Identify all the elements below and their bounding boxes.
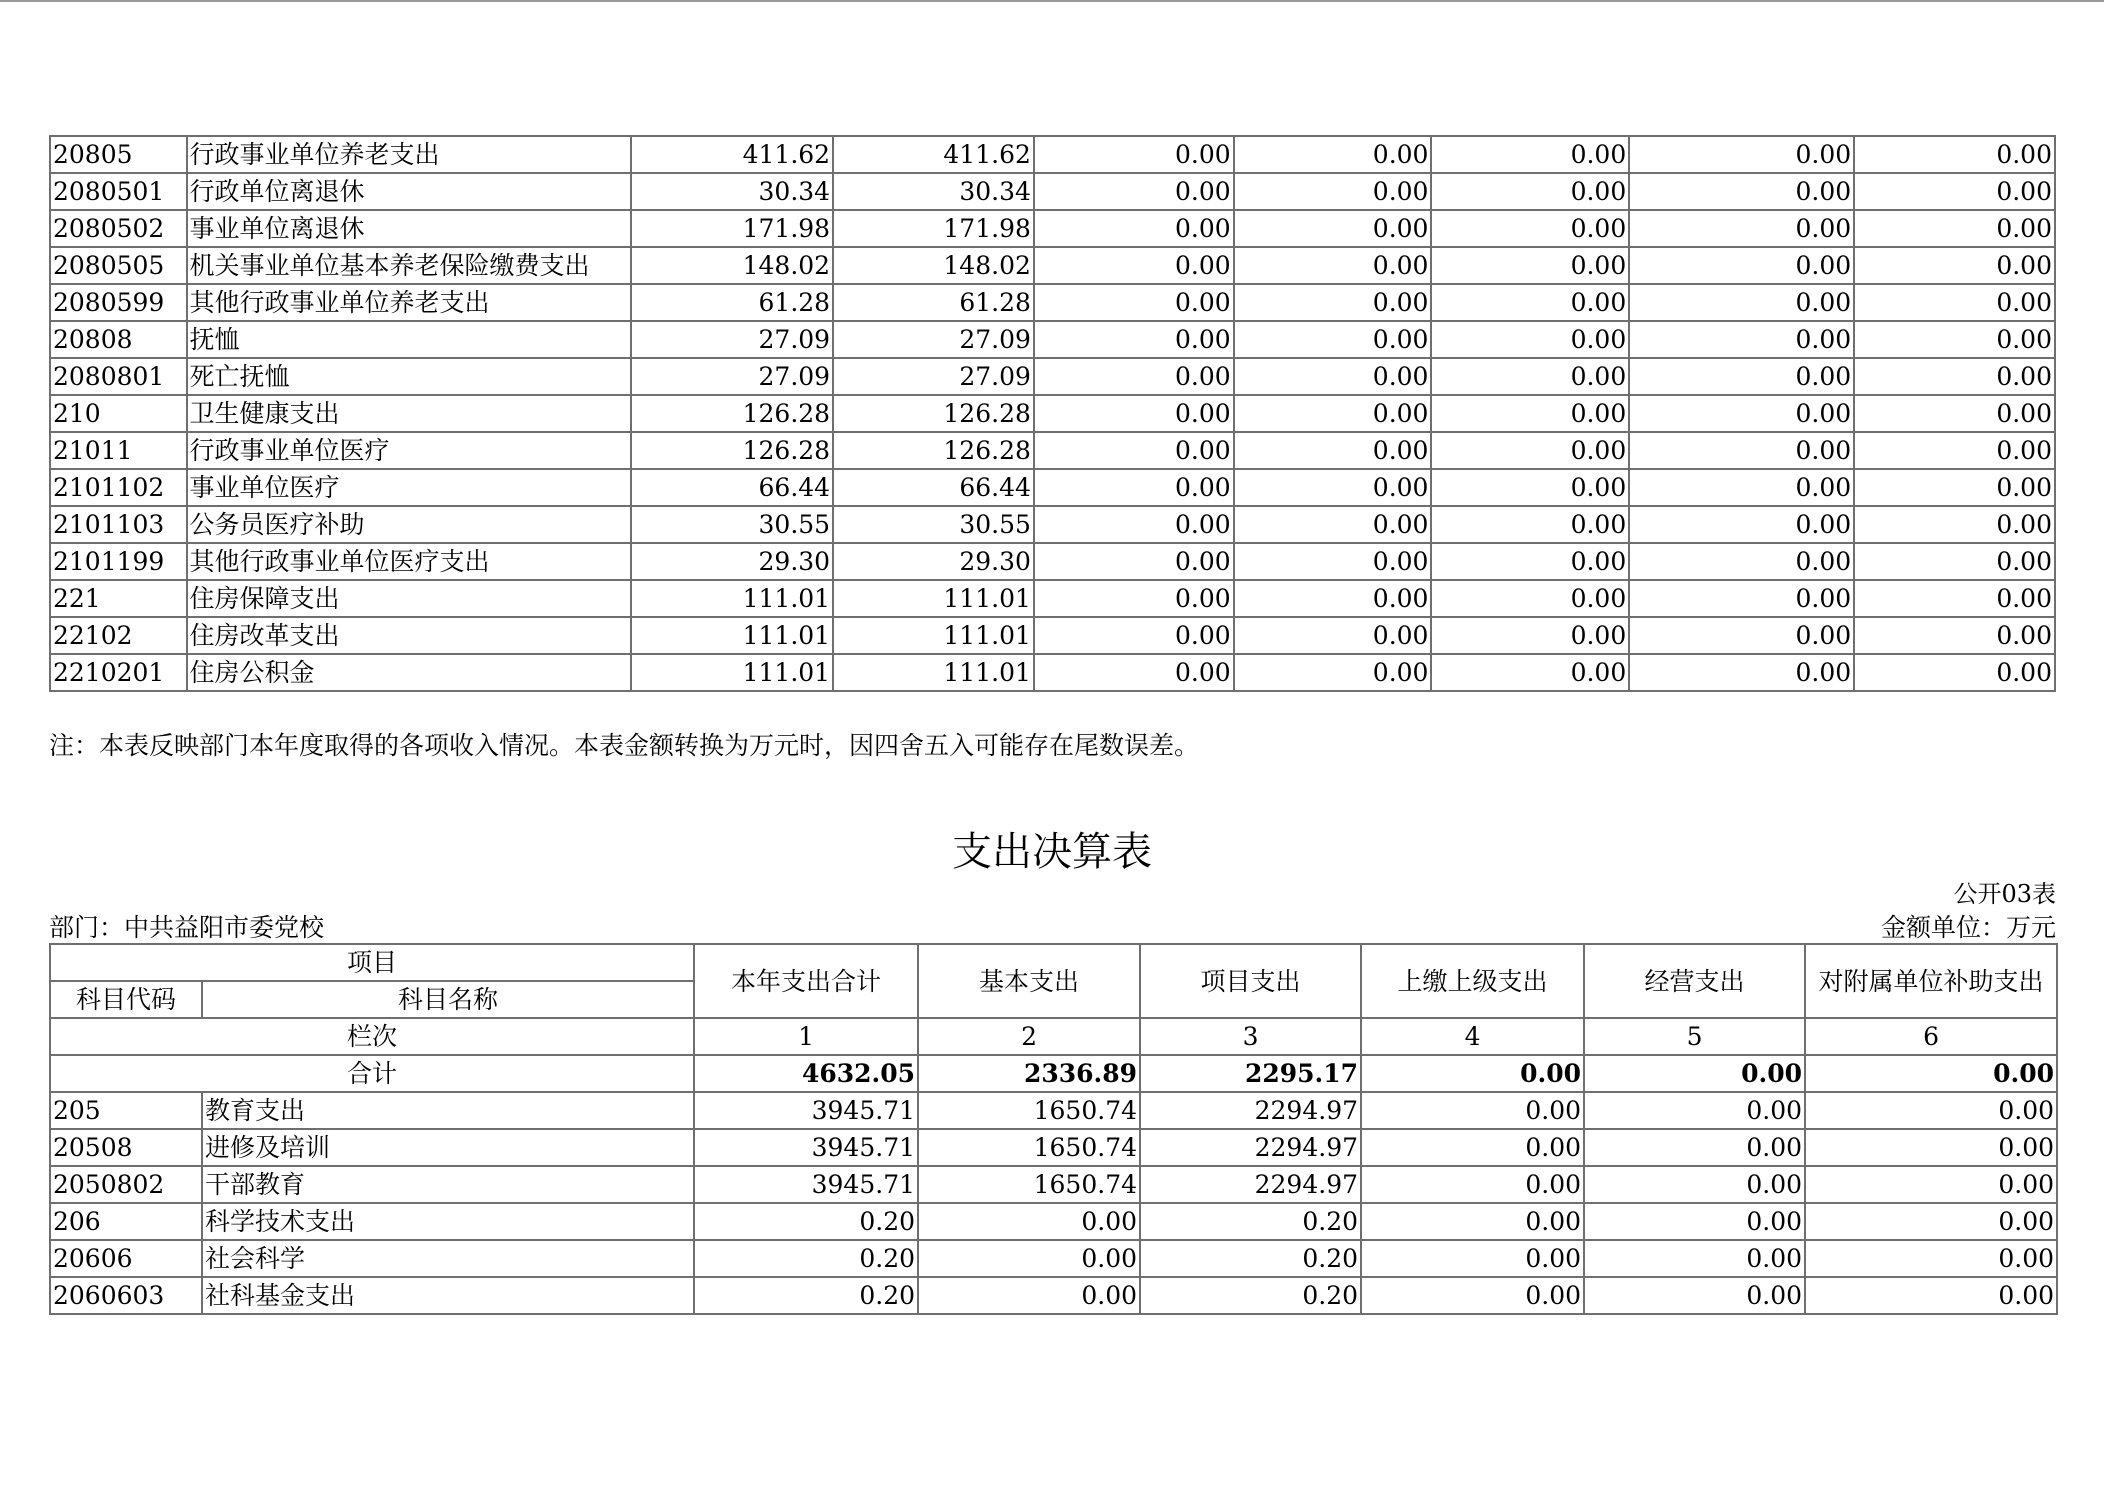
table-row xyxy=(50,543,2055,580)
amount-cell: 66.44 xyxy=(833,469,1034,506)
account-name-cell: 事业单位离退休 xyxy=(187,210,632,247)
amount-cell: 0.00 xyxy=(1034,247,1234,284)
amount-cell: 0.00 xyxy=(1431,543,1629,580)
amount-cell: 0.20 xyxy=(1140,1240,1361,1277)
account-code-cell: 21011 xyxy=(50,432,187,469)
amount-cell: 0.20 xyxy=(694,1277,918,1314)
amount-cell: 0.00 xyxy=(1361,1092,1584,1129)
amount-cell: 0.00 xyxy=(1584,1129,1805,1166)
amount-cell: 0.00 xyxy=(1629,358,1854,395)
account-code-cell: 22102 xyxy=(50,617,187,654)
header-col-5: 经营支出 xyxy=(1584,944,1805,1018)
amount-cell: 126.28 xyxy=(833,432,1034,469)
amount-cell: 0.00 xyxy=(1234,358,1432,395)
top-border xyxy=(0,0,2104,2)
amount-cell: 0.00 xyxy=(1629,395,1854,432)
table-row xyxy=(50,284,2055,321)
amount-cell: 0.00 xyxy=(1361,1166,1584,1203)
account-code-cell: 2101102 xyxy=(50,469,187,506)
amount-cell: 29.30 xyxy=(631,543,833,580)
amount-cell: 0.00 xyxy=(1854,210,2055,247)
amount-cell: 0.00 xyxy=(1854,469,2055,506)
account-code-cell: 2101103 xyxy=(50,506,187,543)
amount-cell: 0.00 xyxy=(1034,617,1234,654)
amount-cell: 0.00 xyxy=(1034,321,1234,358)
amount-cell: 0.00 xyxy=(1034,543,1234,580)
column-number: 4 xyxy=(1361,1018,1584,1055)
amount-cell: 0.00 xyxy=(1854,543,2055,580)
amount-cell: 0.00 xyxy=(1584,1203,1805,1240)
amount-cell: 0.00 xyxy=(1854,321,2055,358)
amount-cell: 126.28 xyxy=(631,395,833,432)
amount-cell: 0.00 xyxy=(1629,580,1854,617)
header-code: 科目代码 xyxy=(50,981,202,1018)
amount-cell: 0.00 xyxy=(1034,469,1234,506)
account-name-cell: 住房保障支出 xyxy=(187,580,632,617)
header-name: 科目名称 xyxy=(202,981,694,1018)
amount-cell: 0.00 xyxy=(1234,580,1432,617)
column-number-row xyxy=(50,1018,2057,1055)
amount-cell: 27.09 xyxy=(631,321,833,358)
amount-cell: 411.62 xyxy=(631,136,833,173)
amount-cell: 66.44 xyxy=(631,469,833,506)
table-row xyxy=(50,1166,2057,1203)
amount-cell: 0.00 xyxy=(1854,432,2055,469)
amount-cell: 0.00 xyxy=(1584,1277,1805,1314)
amount-cell: 0.00 xyxy=(1629,432,1854,469)
amount-cell: 126.28 xyxy=(631,432,833,469)
account-name-cell: 事业单位医疗 xyxy=(187,469,632,506)
account-code-cell: 2080501 xyxy=(50,173,187,210)
amount-cell: 0.20 xyxy=(694,1240,918,1277)
amount-cell: 0.00 xyxy=(1034,654,1234,691)
amount-cell: 1650.74 xyxy=(918,1129,1140,1166)
amount-cell: 0.00 xyxy=(1361,1277,1584,1314)
column-number: 6 xyxy=(1805,1018,2057,1055)
amount-cell: 126.28 xyxy=(833,395,1034,432)
amount-cell: 0.00 xyxy=(918,1277,1140,1314)
account-name-cell: 干部教育 xyxy=(202,1166,694,1203)
amount-cell: 0.00 xyxy=(1431,395,1629,432)
account-name-cell: 卫生健康支出 xyxy=(187,395,632,432)
account-name-cell: 公务员医疗补助 xyxy=(187,506,632,543)
amount-cell: 30.34 xyxy=(631,173,833,210)
amount-cell: 0.00 xyxy=(1234,506,1432,543)
amount-cell: 29.30 xyxy=(833,543,1034,580)
amount-cell: 148.02 xyxy=(631,247,833,284)
account-code-cell: 20606 xyxy=(50,1240,202,1277)
table-row xyxy=(50,136,2055,173)
account-code-cell: 2080801 xyxy=(50,358,187,395)
account-code-cell: 210 xyxy=(50,395,187,432)
table-row xyxy=(50,580,2055,617)
amount-cell: 27.09 xyxy=(833,358,1034,395)
account-name-cell: 行政单位离退休 xyxy=(187,173,632,210)
amount-cell: 0.00 xyxy=(918,1203,1140,1240)
amount-cell: 0.00 xyxy=(1629,136,1854,173)
amount-cell: 0.00 xyxy=(1629,247,1854,284)
amount-cell: 0.00 xyxy=(1854,617,2055,654)
amount-cell: 0.20 xyxy=(1140,1277,1361,1314)
account-code-cell: 2101199 xyxy=(50,543,187,580)
amount-cell: 0.00 xyxy=(1431,210,1629,247)
table-row xyxy=(50,506,2055,543)
amount-cell: 111.01 xyxy=(833,654,1034,691)
amount-cell: 2294.97 xyxy=(1140,1129,1361,1166)
amount-cell: 0.00 xyxy=(1805,1092,2057,1129)
amount-cell: 0.00 xyxy=(1805,1240,2057,1277)
header-col-6: 对附属单位补助支出 xyxy=(1805,944,2057,1018)
account-code-cell: 205 xyxy=(50,1092,202,1129)
amount-cell: 30.55 xyxy=(833,506,1034,543)
header-row-1 xyxy=(50,944,2057,981)
amount-cell: 0.00 xyxy=(1431,284,1629,321)
amount-cell: 0.00 xyxy=(1234,247,1432,284)
table-row xyxy=(50,1240,2057,1277)
amount-cell: 0.00 xyxy=(1805,1203,2057,1240)
amount-cell: 0.00 xyxy=(1361,1129,1584,1166)
amount-cell: 0.00 xyxy=(1431,358,1629,395)
amount-cell: 0.00 xyxy=(1629,321,1854,358)
amount-cell: 0.00 xyxy=(1234,284,1432,321)
account-name-cell: 其他行政事业单位医疗支出 xyxy=(187,543,632,580)
amount-cell: 0.00 xyxy=(1034,284,1234,321)
amount-cell: 0.20 xyxy=(1140,1203,1361,1240)
amount-cell: 0.00 xyxy=(1854,284,2055,321)
department-label: 部门：中共益阳市委党校 xyxy=(49,913,325,942)
amount-cell: 0.00 xyxy=(918,1240,1140,1277)
account-code-cell: 2210201 xyxy=(50,654,187,691)
amount-cell: 0.00 xyxy=(1629,210,1854,247)
account-code-cell: 2050802 xyxy=(50,1166,202,1203)
amount-cell: 0.00 xyxy=(1629,654,1854,691)
column-number: 5 xyxy=(1584,1018,1805,1055)
amount-cell: 0.00 xyxy=(1805,1166,2057,1203)
account-name-cell: 其他行政事业单位养老支出 xyxy=(187,284,632,321)
table-row xyxy=(50,321,2055,358)
table-row xyxy=(50,173,2055,210)
amount-cell: 0.00 xyxy=(1034,358,1234,395)
total-value: 0.00 xyxy=(1361,1055,1584,1092)
amount-cell: 0.00 xyxy=(1361,1203,1584,1240)
amount-cell: 0.00 xyxy=(1584,1166,1805,1203)
expense-table xyxy=(49,943,2058,1315)
amount-cell: 0.00 xyxy=(1234,173,1432,210)
total-row xyxy=(50,1055,2057,1092)
amount-cell: 0.00 xyxy=(1361,1240,1584,1277)
table-note: 注：本表反映部门本年度取得的各项收入情况。本表金额转换为万元时，因四舍五入可能存在尾数误差。 xyxy=(49,731,1200,760)
amount-cell: 0.00 xyxy=(1629,506,1854,543)
account-name-cell: 住房公积金 xyxy=(187,654,632,691)
amount-cell: 0.00 xyxy=(1431,247,1629,284)
header-col-3: 项目支出 xyxy=(1140,944,1361,1018)
amount-cell: 0.00 xyxy=(1629,469,1854,506)
amount-cell: 0.00 xyxy=(1034,432,1234,469)
table-row xyxy=(50,617,2055,654)
table-row xyxy=(50,247,2055,284)
table-row xyxy=(50,1277,2057,1314)
page-title: 支出决算表 xyxy=(952,829,1152,875)
total-value: 4632.05 xyxy=(694,1055,918,1092)
amount-cell: 411.62 xyxy=(833,136,1034,173)
account-name-cell: 教育支出 xyxy=(202,1092,694,1129)
table-code: 公开03表 xyxy=(1953,880,2056,908)
amount-cell: 0.00 xyxy=(1431,580,1629,617)
table-row xyxy=(50,432,2055,469)
amount-cell: 3945.71 xyxy=(694,1129,918,1166)
amount-cell: 111.01 xyxy=(833,617,1034,654)
amount-cell: 0.00 xyxy=(1431,654,1629,691)
table-row xyxy=(50,1203,2057,1240)
amount-cell: 0.00 xyxy=(1034,506,1234,543)
table-row xyxy=(50,1092,2057,1129)
total-value: 2295.17 xyxy=(1140,1055,1361,1092)
table-row xyxy=(50,469,2055,506)
amount-cell: 0.00 xyxy=(1854,654,2055,691)
amount-cell: 0.00 xyxy=(1431,432,1629,469)
account-code-cell: 2080502 xyxy=(50,210,187,247)
amount-cell: 30.55 xyxy=(631,506,833,543)
amount-cell: 111.01 xyxy=(833,580,1034,617)
amount-cell: 27.09 xyxy=(833,321,1034,358)
amount-cell: 0.00 xyxy=(1629,617,1854,654)
amount-cell: 0.00 xyxy=(1431,506,1629,543)
account-code-cell: 20805 xyxy=(50,136,187,173)
amount-cell: 0.00 xyxy=(1234,654,1432,691)
account-name-cell: 科学技术支出 xyxy=(202,1203,694,1240)
account-name-cell: 抚恤 xyxy=(187,321,632,358)
table-row xyxy=(50,358,2055,395)
amount-cell: 30.34 xyxy=(833,173,1034,210)
table-row xyxy=(50,210,2055,247)
amount-cell: 0.00 xyxy=(1854,395,2055,432)
amount-cell: 0.00 xyxy=(1034,173,1234,210)
amount-cell: 0.20 xyxy=(694,1203,918,1240)
amount-cell: 0.00 xyxy=(1805,1129,2057,1166)
total-label: 合计 xyxy=(50,1055,694,1092)
account-name-cell: 行政事业单位医疗 xyxy=(187,432,632,469)
amount-cell: 0.00 xyxy=(1805,1277,2057,1314)
account-name-cell: 社会科学 xyxy=(202,1240,694,1277)
amount-cell: 0.00 xyxy=(1629,543,1854,580)
amount-cell: 0.00 xyxy=(1854,358,2055,395)
amount-cell: 0.00 xyxy=(1234,469,1432,506)
amount-cell: 171.98 xyxy=(833,210,1034,247)
amount-cell: 0.00 xyxy=(1431,136,1629,173)
amount-cell: 2294.97 xyxy=(1140,1092,1361,1129)
amount-cell: 0.00 xyxy=(1234,210,1432,247)
account-name-cell: 住房改革支出 xyxy=(187,617,632,654)
account-code-cell: 206 xyxy=(50,1203,202,1240)
amount-cell: 148.02 xyxy=(833,247,1034,284)
amount-cell: 0.00 xyxy=(1234,136,1432,173)
amount-cell: 2294.97 xyxy=(1140,1166,1361,1203)
amount-unit-label: 金额单位：万元 xyxy=(1880,913,2056,942)
amount-cell: 0.00 xyxy=(1234,543,1432,580)
table-row xyxy=(50,654,2055,691)
account-code-cell: 20508 xyxy=(50,1129,202,1166)
account-code-cell: 2080599 xyxy=(50,284,187,321)
table-row xyxy=(50,395,2055,432)
amount-cell: 0.00 xyxy=(1854,136,2055,173)
account-code-cell: 2080505 xyxy=(50,247,187,284)
amount-cell: 0.00 xyxy=(1034,395,1234,432)
column-number: 1 xyxy=(694,1018,918,1055)
header-col-2: 基本支出 xyxy=(918,944,1140,1018)
amount-cell: 0.00 xyxy=(1854,247,2055,284)
amount-cell: 0.00 xyxy=(1431,173,1629,210)
account-name-cell: 死亡抚恤 xyxy=(187,358,632,395)
account-code-cell: 20808 xyxy=(50,321,187,358)
amount-cell: 0.00 xyxy=(1034,580,1234,617)
table-row xyxy=(50,1129,2057,1166)
amount-cell: 0.00 xyxy=(1234,432,1432,469)
total-value: 2336.89 xyxy=(918,1055,1140,1092)
account-code-cell: 2060603 xyxy=(50,1277,202,1314)
amount-cell: 111.01 xyxy=(631,580,833,617)
account-name-cell: 社科基金支出 xyxy=(202,1277,694,1314)
header-col-4: 上缴上级支出 xyxy=(1361,944,1584,1018)
amount-cell: 1650.74 xyxy=(918,1166,1140,1203)
account-name-cell: 行政事业单位养老支出 xyxy=(187,136,632,173)
amount-cell: 0.00 xyxy=(1431,321,1629,358)
total-value: 0.00 xyxy=(1805,1055,2057,1092)
amount-cell: 0.00 xyxy=(1629,173,1854,210)
header-col-1: 本年支出合计 xyxy=(694,944,918,1018)
header-item: 项目 xyxy=(50,944,694,981)
amount-cell: 0.00 xyxy=(1584,1240,1805,1277)
amount-cell: 27.09 xyxy=(631,358,833,395)
amount-cell: 0.00 xyxy=(1629,284,1854,321)
account-name-cell: 机关事业单位基本养老保险缴费支出 xyxy=(187,247,632,284)
amount-cell: 0.00 xyxy=(1854,506,2055,543)
amount-cell: 111.01 xyxy=(631,617,833,654)
total-value: 0.00 xyxy=(1584,1055,1805,1092)
amount-cell: 0.00 xyxy=(1854,173,2055,210)
amount-cell: 171.98 xyxy=(631,210,833,247)
amount-cell: 0.00 xyxy=(1431,469,1629,506)
column-number: 2 xyxy=(918,1018,1140,1055)
amount-cell: 0.00 xyxy=(1584,1092,1805,1129)
column-number: 3 xyxy=(1140,1018,1361,1055)
amount-cell: 3945.71 xyxy=(694,1166,918,1203)
amount-cell: 61.28 xyxy=(631,284,833,321)
amount-cell: 0.00 xyxy=(1034,210,1234,247)
amount-cell: 0.00 xyxy=(1854,580,2055,617)
amount-cell: 61.28 xyxy=(833,284,1034,321)
amount-cell: 1650.74 xyxy=(918,1092,1140,1129)
amount-cell: 0.00 xyxy=(1234,617,1432,654)
account-code-cell: 221 xyxy=(50,580,187,617)
income-table-continued xyxy=(49,135,2056,692)
column-number-label: 栏次 xyxy=(50,1018,694,1055)
amount-cell: 0.00 xyxy=(1234,321,1432,358)
amount-cell: 0.00 xyxy=(1034,136,1234,173)
amount-cell: 0.00 xyxy=(1431,617,1629,654)
amount-cell: 0.00 xyxy=(1234,395,1432,432)
amount-cell: 111.01 xyxy=(631,654,833,691)
amount-cell: 3945.71 xyxy=(694,1092,918,1129)
account-name-cell: 进修及培训 xyxy=(202,1129,694,1166)
